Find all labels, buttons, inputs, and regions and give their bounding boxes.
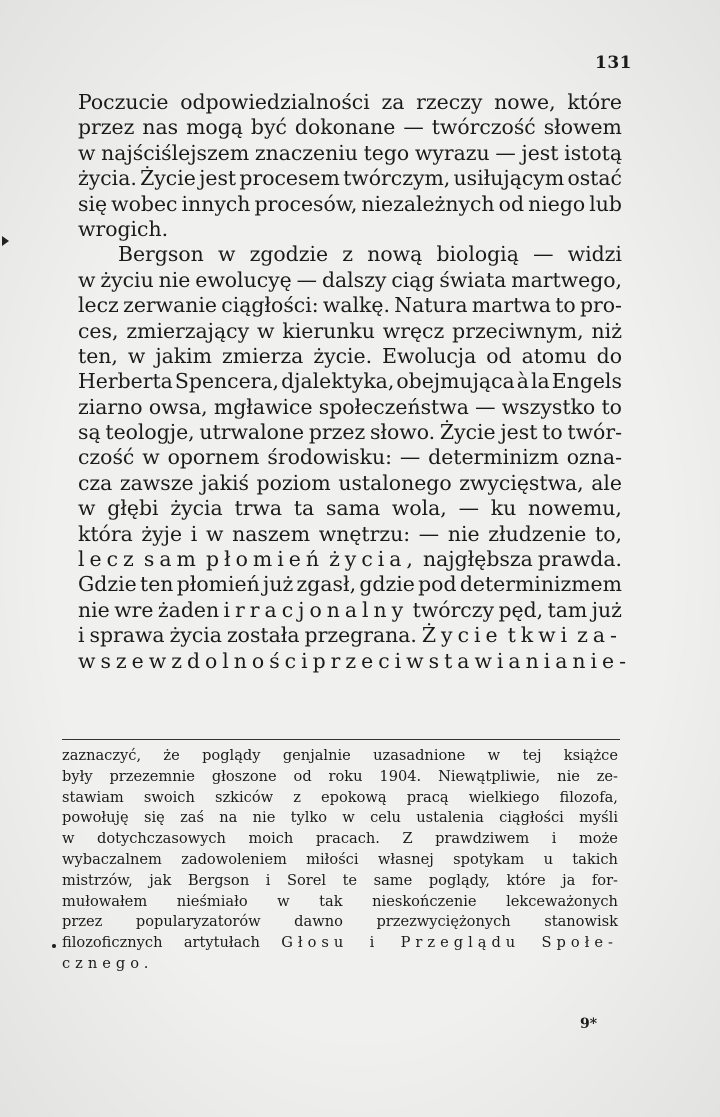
text-line: [78, 572, 622, 597]
word: znaczeniu: [254, 140, 358, 165]
word: w: [62, 830, 75, 848]
word: wielkiego: [468, 788, 540, 806]
word: zaznaczyć,: [62, 747, 142, 764]
word: zgodzie: [249, 242, 329, 267]
text-line: [78, 217, 622, 242]
word: determinizmem: [459, 572, 622, 597]
footnote-line: [62, 746, 618, 767]
word: ciągłości: [499, 809, 564, 827]
word: i: [190, 521, 198, 546]
word: prawdziwem: [435, 830, 530, 848]
word: naszem: [232, 521, 311, 546]
word: —: [403, 115, 424, 140]
word: wre: [114, 597, 154, 622]
text-line: [78, 268, 622, 293]
word: —: [475, 394, 496, 419]
word: rzeczy: [416, 90, 483, 114]
page-number: 131: [595, 53, 632, 73]
word: nowemu,: [528, 496, 622, 521]
word: lekceważonych: [506, 892, 618, 910]
text-line: [78, 344, 622, 369]
text-line: [78, 598, 622, 623]
word: wsze: [78, 648, 149, 673]
word: nie: [447, 521, 480, 546]
word: życia.: [78, 166, 137, 191]
word: Bergson: [187, 871, 250, 889]
word: Herberta: [78, 369, 173, 394]
word: która: [78, 521, 133, 546]
word: 1904.: [379, 767, 422, 785]
word: mgławice: [213, 394, 313, 419]
word: w: [127, 343, 146, 368]
word: wobec: [111, 191, 178, 216]
word: uzasadnione: [373, 747, 466, 764]
word: środowisku:: [267, 445, 392, 470]
text-line: [78, 471, 622, 496]
word: u: [543, 850, 553, 868]
word: głoszone: [211, 767, 277, 785]
text-line: [78, 192, 622, 217]
word: zadowoleniem: [181, 850, 287, 868]
word: czość: [78, 445, 135, 470]
word: Niewątpliwie,: [438, 767, 541, 785]
word: sprawa: [89, 623, 165, 648]
word: miłości: [306, 850, 359, 868]
word: żaden: [157, 597, 220, 622]
word: ten: [140, 572, 174, 597]
word: przezwyciężonych: [376, 913, 511, 931]
text-line: [78, 242, 622, 267]
footnote-line: [62, 871, 618, 892]
word: nieśmiało: [176, 892, 248, 910]
word: —: [418, 521, 440, 546]
text-line: [78, 547, 622, 572]
word: pracą: [406, 788, 449, 806]
word: przeciwstawiania: [312, 648, 573, 673]
word: nieskończenie: [372, 892, 477, 910]
word: wybaczalnem: [62, 850, 162, 868]
word: tej: [522, 747, 542, 764]
margin-arrow-mark: [2, 236, 9, 246]
word: prawda.: [537, 547, 622, 572]
word: wnętrzu:: [318, 521, 411, 546]
word: Bergson: [118, 242, 204, 267]
word: Engels: [551, 369, 622, 394]
word: i: [78, 623, 85, 648]
word: roku: [328, 767, 363, 785]
text-line: [78, 623, 622, 648]
word: mułowałem: [62, 892, 148, 910]
word: za: [381, 90, 405, 114]
word: Gdzie: [78, 572, 137, 597]
word: pro-: [579, 293, 622, 318]
word: martwa: [471, 293, 551, 318]
word: ta: [293, 496, 315, 521]
word: lecz: [78, 547, 139, 572]
word: przez: [78, 115, 135, 140]
word: determinizm: [428, 445, 559, 470]
word: zwycięstwa,: [459, 470, 584, 495]
word: popularyzatorów: [135, 913, 261, 931]
word: głębi: [107, 496, 159, 521]
word: jest: [521, 140, 559, 165]
word: jakiś: [201, 470, 249, 495]
word: same: [373, 871, 413, 889]
word: ciąg: [391, 267, 435, 292]
word: jak: [149, 871, 172, 889]
word: z: [293, 788, 301, 806]
word: do: [596, 343, 622, 368]
footnote-rule: [62, 739, 620, 740]
word: ziarno: [78, 394, 143, 419]
word: twórczy: [412, 597, 494, 622]
text-line: [78, 522, 622, 547]
word: lub: [589, 191, 622, 216]
word: —: [495, 140, 516, 165]
word: djalektyka,: [281, 369, 395, 394]
word: świata: [439, 267, 507, 292]
word: zgasł,: [296, 572, 357, 597]
word: artytułach: [183, 934, 260, 952]
main-text: [78, 90, 632, 674]
word: w: [142, 445, 160, 470]
word: dalszy: [321, 267, 387, 292]
word: z: [342, 242, 354, 267]
word: zawsze: [119, 470, 194, 495]
footnote: [62, 746, 618, 975]
word: innych: [181, 191, 251, 216]
word: to: [542, 420, 563, 445]
word: od: [486, 343, 512, 368]
word: tkwi: [507, 623, 573, 648]
word: nie: [557, 767, 580, 785]
word: la: [531, 369, 550, 394]
word: ozna-: [566, 445, 622, 470]
word: moich: [248, 830, 294, 848]
word: usiłującym: [453, 166, 565, 191]
word: zaś: [180, 809, 204, 827]
word: wręcz: [382, 318, 445, 343]
text-line: [78, 90, 622, 115]
word: na: [219, 809, 238, 827]
word: nie-: [572, 648, 632, 673]
word: to: [555, 293, 576, 318]
word: nową: [367, 242, 423, 267]
word: własnej: [377, 850, 434, 868]
word: poglądy: [202, 747, 261, 764]
word: genjalnie: [282, 747, 351, 764]
word: tak: [319, 892, 343, 910]
word: sam: [143, 547, 201, 572]
word: przeciwnym,: [452, 318, 584, 343]
word: już: [263, 572, 294, 597]
word: przez: [62, 913, 103, 931]
word: twórczość: [431, 115, 536, 140]
word: zmierza: [222, 343, 304, 368]
word: nowe,: [494, 90, 556, 114]
footnote-line: [62, 850, 618, 871]
word: ces,: [78, 318, 119, 343]
word: słowem: [543, 115, 622, 140]
word: Z: [402, 830, 413, 848]
word: w: [78, 140, 96, 165]
word: ale: [591, 470, 622, 495]
word: filozoficznych: [62, 934, 163, 952]
word: życia: [170, 496, 223, 521]
word: nie: [158, 267, 191, 292]
word: książce: [563, 747, 618, 764]
word: że: [163, 747, 180, 764]
word: Ewolucja: [382, 343, 477, 368]
word: —: [399, 445, 421, 470]
word: atomu: [521, 343, 587, 368]
word: ze-: [596, 767, 618, 785]
word: walkę.: [322, 293, 390, 318]
text-line: [78, 319, 622, 344]
word: takich: [572, 850, 618, 868]
word: à: [516, 369, 529, 394]
word: zmierzający: [126, 318, 250, 343]
text-line: [78, 141, 622, 166]
word: się: [78, 191, 108, 216]
footnote-line: [62, 892, 618, 913]
word: społeczeństwa: [318, 394, 469, 419]
word: Spencera,: [174, 369, 280, 394]
word: wszystko: [501, 394, 596, 419]
word: nie: [78, 597, 110, 622]
word: w: [487, 747, 501, 764]
word: ustalenia: [416, 809, 484, 827]
word: cznego.: [62, 954, 154, 972]
word: niż: [591, 318, 622, 343]
word: martwego,: [511, 267, 622, 292]
word: Sorel: [286, 871, 327, 889]
word: celu: [370, 809, 401, 827]
word: i: [551, 830, 557, 848]
word: mistrzów,: [62, 871, 133, 889]
word: opornem: [167, 445, 260, 470]
word: pęd,: [498, 597, 544, 622]
text-line: [78, 166, 622, 191]
text-line: [78, 648, 632, 674]
word: tam: [547, 597, 588, 622]
footnote-line: [62, 767, 618, 788]
word: najgłębsza: [423, 547, 533, 572]
word: to: [601, 394, 622, 419]
word: ten,: [78, 343, 118, 368]
word: Natura: [394, 293, 468, 318]
word: Przeglądu: [400, 934, 521, 952]
word: mogą: [186, 115, 243, 140]
word: ku: [490, 496, 517, 521]
word: jakim: [155, 343, 213, 368]
word: przegrana.: [304, 623, 417, 648]
word: Życie: [421, 623, 503, 648]
word: biologią: [436, 242, 519, 267]
word: nie: [252, 809, 276, 827]
word: szkiców: [214, 788, 274, 806]
word: które: [506, 871, 546, 889]
word: płomień: [176, 572, 260, 597]
word: sama: [325, 496, 381, 521]
word: zdolności: [171, 648, 313, 673]
word: życiu: [100, 267, 154, 292]
word: wyrazu: [414, 140, 490, 165]
word: przez: [308, 420, 366, 445]
word: które: [567, 90, 622, 114]
word: twórczym,: [343, 166, 451, 191]
word: jest: [199, 166, 237, 191]
word: od: [498, 191, 525, 216]
word: te: [342, 871, 358, 889]
word: płomień: [205, 547, 324, 572]
word: ustalonego: [338, 470, 452, 495]
word: ostać: [567, 166, 622, 191]
word: widzi: [567, 242, 622, 267]
text-line: [78, 293, 622, 318]
word: życia: [169, 623, 222, 648]
word: przezemnie: [109, 767, 195, 785]
word: lecz: [78, 293, 119, 318]
word: Głosu: [281, 934, 349, 952]
word: ciągłości:: [221, 293, 319, 318]
word: stawiam: [62, 788, 124, 806]
word: kierunku: [282, 318, 375, 343]
word: cza: [78, 470, 113, 495]
word: pod: [418, 572, 457, 597]
word: w: [205, 521, 224, 546]
word: zerwanie: [123, 293, 217, 318]
margin-dot-mark: [52, 944, 56, 948]
word: tego: [363, 140, 410, 165]
word: wola,: [391, 496, 447, 521]
word: słowo.: [369, 420, 436, 445]
word: w: [342, 809, 355, 827]
text-line: [78, 445, 622, 470]
word: —: [458, 496, 479, 521]
word: w: [217, 242, 236, 267]
word: niezależnych: [361, 191, 495, 216]
word: może: [578, 830, 618, 848]
word: dokonane: [294, 115, 396, 140]
word: procesów,: [254, 191, 358, 216]
footnote-line: [62, 912, 618, 933]
word: już: [591, 597, 622, 622]
text-line: [78, 496, 622, 521]
word: epokową: [321, 788, 387, 806]
word: za-: [577, 623, 622, 648]
word: wrogich.: [78, 216, 169, 241]
word: swoich: [143, 788, 195, 806]
word: w: [257, 318, 275, 343]
word: Społe-: [541, 934, 618, 952]
footnote-line: [62, 829, 618, 850]
word: są: [78, 420, 101, 445]
word: od: [293, 767, 312, 785]
text-line: [78, 369, 622, 394]
word: w: [148, 648, 172, 673]
word: odpowiedzialności: [180, 90, 370, 114]
word: w: [78, 496, 96, 521]
word: niego: [528, 191, 586, 216]
word: żyje: [141, 521, 183, 546]
word: i: [265, 871, 271, 889]
word: to,: [595, 521, 622, 546]
word: i: [369, 934, 380, 952]
word: się: [143, 809, 165, 827]
word: —: [296, 267, 318, 292]
word: dawno: [294, 913, 343, 931]
word: teologje,: [105, 420, 195, 445]
footnote-line: [62, 788, 618, 809]
footnote-line: [62, 933, 618, 954]
word: poglądy,: [428, 871, 490, 889]
word: Życie: [439, 420, 496, 445]
word: najściślejszem: [101, 140, 250, 165]
word: poziom: [256, 470, 331, 495]
word: pracach.: [315, 830, 380, 848]
word: myśli: [579, 809, 618, 827]
word: istotą: [564, 140, 622, 165]
word: Poczucie: [78, 90, 169, 114]
text-line: [78, 395, 622, 420]
footnote-line: [62, 954, 618, 975]
footnote-line: [62, 808, 618, 829]
word: złudzenie: [488, 521, 587, 546]
word: dotychczasowych: [97, 830, 226, 848]
word: procesem: [239, 166, 340, 191]
word: ja: [562, 871, 576, 889]
word: stanowisk: [544, 913, 618, 931]
word: być: [250, 115, 287, 140]
word: powołuję: [62, 809, 129, 827]
word: tylko: [290, 809, 328, 827]
word: owsa,: [148, 394, 208, 419]
word: twór-: [567, 420, 622, 445]
word: życie.: [313, 343, 373, 368]
signature-mark: 9*: [580, 1016, 598, 1032]
word: irracjonalny: [223, 597, 409, 622]
word: for-: [591, 871, 618, 889]
word: —: [533, 242, 554, 267]
word: trwa: [234, 496, 283, 521]
word: została: [226, 623, 300, 648]
text-line: [78, 420, 622, 445]
word: obejmująca: [396, 369, 515, 394]
word: spotykam: [453, 850, 525, 868]
word: Życie: [140, 166, 196, 191]
word: filozofa,: [559, 788, 618, 806]
word: były: [62, 767, 93, 785]
word: w: [78, 267, 96, 292]
word: w: [277, 892, 290, 910]
word: nas: [142, 115, 179, 140]
word: gdzie: [359, 572, 415, 597]
text-line: [78, 115, 622, 140]
word: jest: [500, 420, 538, 445]
word: ewolucyę: [195, 267, 292, 292]
word: życia,: [329, 547, 418, 572]
word: utrwalone: [199, 420, 305, 445]
